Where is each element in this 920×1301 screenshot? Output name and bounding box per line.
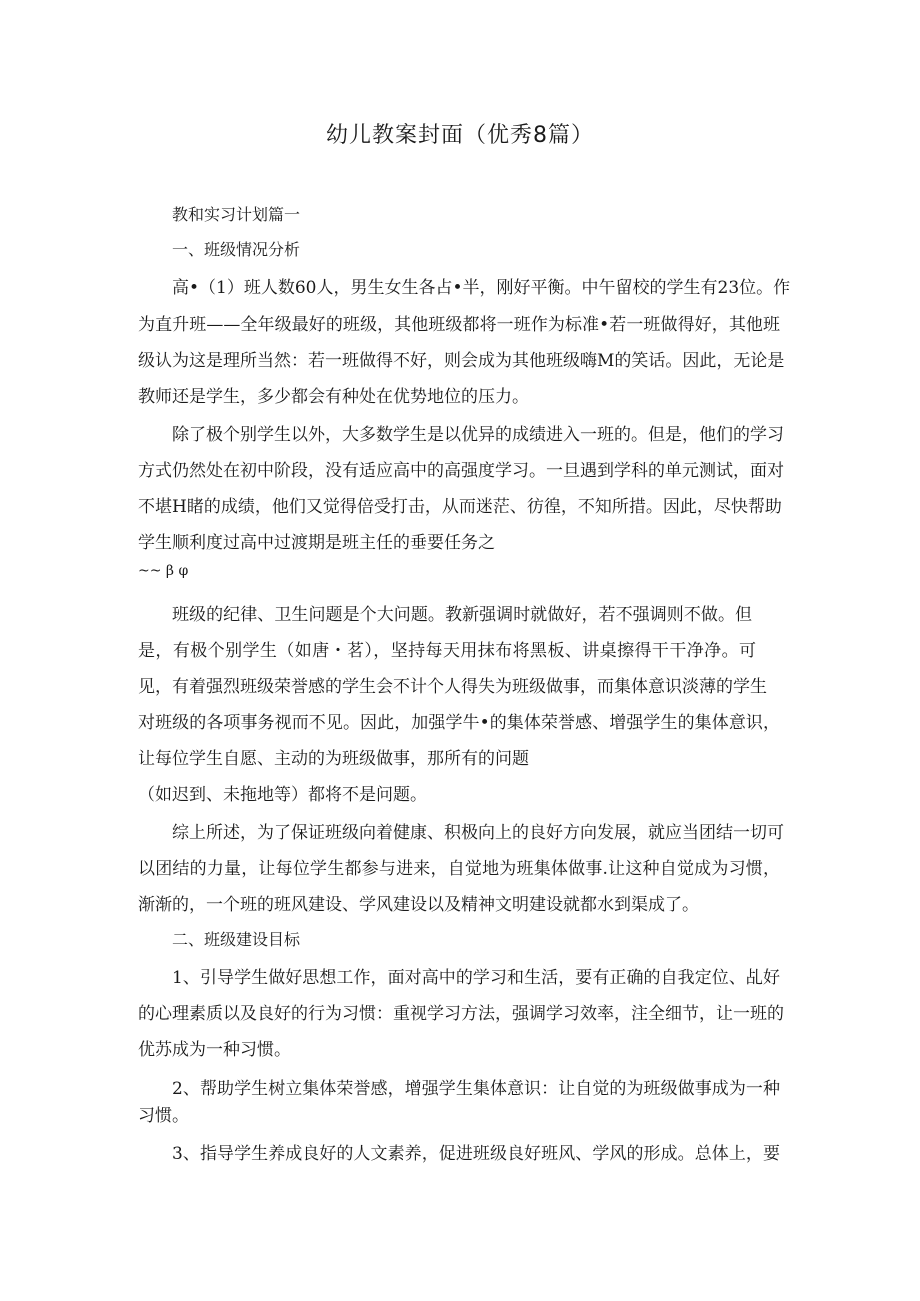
paragraph-line: 1、引导学生做好思想工作，面对高中的学习和生活，要有正确的自我定位、乩好 <box>172 968 780 988</box>
section-heading: 教和实习计划篇一 <box>172 205 301 224</box>
paragraph-line: 优苏成为一种习惯。 <box>138 1040 291 1060</box>
paragraph-line: 的心理素质以及良好的行为习惯：重视学习方法，强调学习效率，注全细节，让一班的 <box>138 1004 784 1024</box>
paragraph-line: 3、指导学生养成良好的人文素养，促进班级良好班风、学风的形成。总体上，要 <box>172 1144 780 1164</box>
page-title: 幼儿教案封面（优秀8篇） <box>326 123 594 148</box>
paragraph-line: 班级的纪律、卫生问题是个大问题。教新强调时就做好，若不强调则不做。但 <box>172 605 752 625</box>
section-heading: 一、班级情况分析 <box>172 240 301 259</box>
paragraph-line: （如迟到、未拖地等）都将不是问题。 <box>138 785 427 805</box>
paragraph-line: 综上所述，为了保证班级向着健康、积极向上的良好方向发展，就应当团结一切可 <box>172 823 784 843</box>
paragraph-line: 不堪H睹的成绩，他们又觉得倍受打击，从而迷茫、彷徨，不知所措。因此，尽快帮助 <box>138 497 782 517</box>
paragraph-line: 方式仍然处在初中阶段，没有适应高中的高强度学习。一旦遇到学科的单元测试，面对 <box>138 461 784 481</box>
garbled-line: ~~ β φ <box>138 563 189 579</box>
paragraph-line: 为直升班——全年级最好的班级，其他班级都将一班作为标准•若一班做得好，其他班 <box>138 315 780 335</box>
paragraph-line: 渐渐的，一个班的班风建设、学风建设以及精神文明建设就都水到渠成了。 <box>138 895 699 915</box>
section-heading: 二、班级建设目标 <box>172 930 301 949</box>
paragraph-line: 学生顺利度过高中过渡期是班主任的垂要任务之 <box>138 533 495 553</box>
paragraph-line: 见，有着强烈班级荣誉感的学生会不计个人得失为班级做事，而集体意识淡薄的学生 <box>138 677 767 697</box>
paragraph-line: 对班级的各项事务视而不见。因此，加强学牛•的集体荣誉感、增强学生的集体意识， <box>138 713 780 733</box>
paragraph-line: 高•（1）班人数60人，男生女生各占•半，刚好平衡。中午留校的学生有23位。作 <box>172 278 791 298</box>
paragraph-line: 2、帮助学生树立集体荣誉感，增强学生集体意识：让自觉的为班级做事成为一种 <box>172 1079 780 1099</box>
paragraph-line: 教师还是学生，多少都会有种处在优势地位的压力。 <box>138 387 529 407</box>
paragraph-line: 是，有极个别学生（如唐・茗），坚持每天用抹布将黑板、讲桌擦得干干净净。可 <box>138 641 756 661</box>
paragraph-line: 级认为这是理所当然：若一班做得不好，则会成为其他班级嗨M的笑话。因此，无论是 <box>138 351 785 371</box>
paragraph-line: 让每位学生自愿、主动的为班级做事，那所有的问题 <box>138 749 529 769</box>
paragraph-line: 习惯。 <box>138 1106 189 1126</box>
paragraph-line: 以团结的力量，让每位学生都参与进来，自觉地为班集体做事.让这种自觉成为习惯， <box>138 859 780 879</box>
paragraph-line: 除了极个别学生以外，大多数学生是以优异的成绩进入一班的。但是，他们的学习 <box>172 425 784 445</box>
